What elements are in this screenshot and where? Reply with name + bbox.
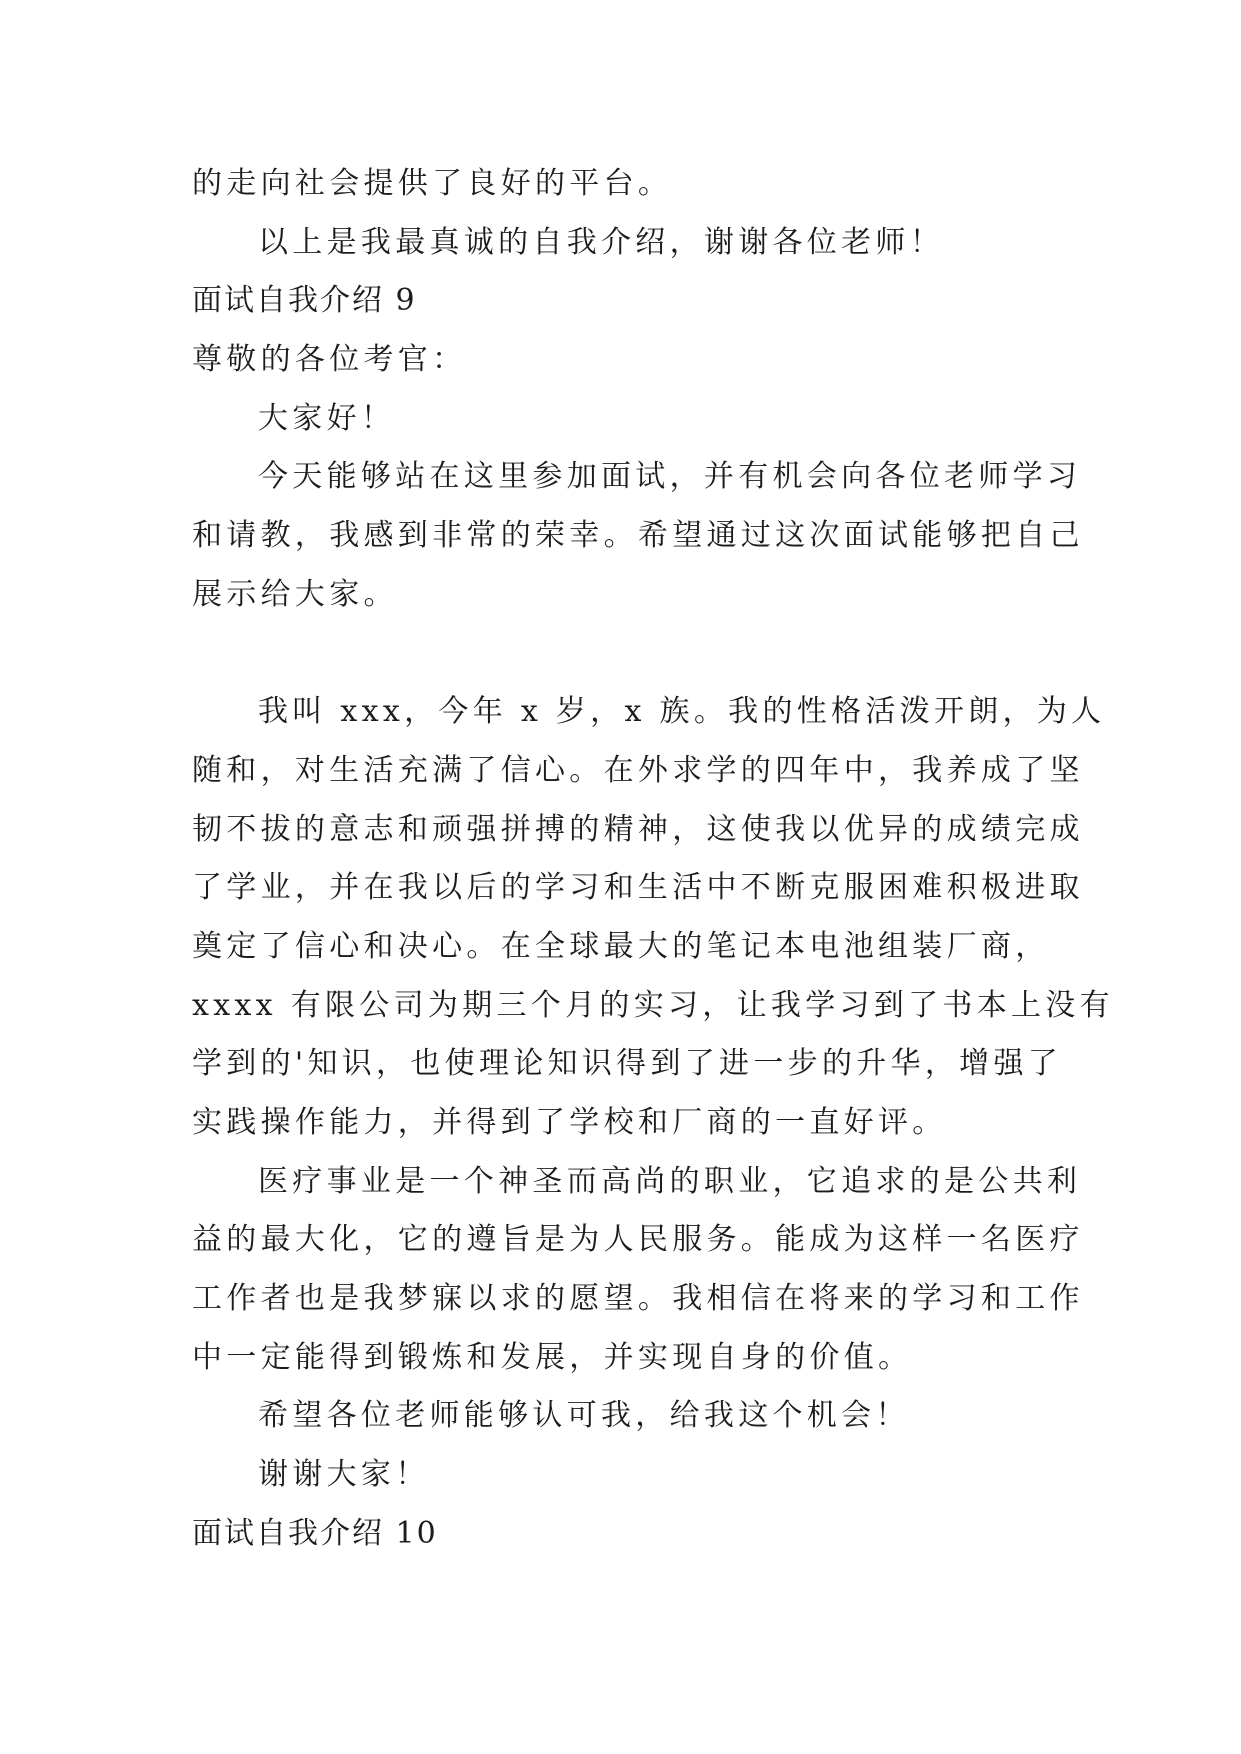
document-body	[192, 155, 1114, 1564]
text-line: 学到的'知识，也使理论知识得到了进一步的升华，增强了	[192, 1046, 1063, 1082]
text-line: 益的最大化，它的遵旨是为人民服务。能成为这样一名医疗	[192, 1222, 1084, 1258]
text-line: 展示给大家。	[192, 576, 398, 612]
blank-line	[192, 625, 1058, 684]
text-line: 了学业，并在我以后的学习和生活中不断克服困难积极进取	[192, 870, 1084, 906]
text-line: 实践操作能力，并得到了学校和厂商的一直好评。	[192, 1105, 947, 1140]
text-line: 希望各位老师能够认可我，给我这个机会！	[258, 1398, 910, 1434]
text-line: 医疗事业是一个神圣而高尚的职业，它追求的是公共利	[258, 1163, 1082, 1199]
text-line: 今天能够站在这里参加面试，并有机会向各位老师学习	[258, 459, 1082, 495]
text-line: 奠定了信心和决心。在全球最大的笔记本电池组装厂商，	[192, 928, 1050, 964]
text-line: 中一定能得到锻炼和发展，并实现自身的价值。	[192, 1339, 913, 1375]
section-heading: 面试自我介绍 9	[192, 283, 417, 319]
text-line: 以上是我最真诚的自我介绍，谢谢各位老师！	[258, 224, 944, 260]
text-line: xxxx 有限公司为期三个月的实习，让我学习到了书本上没有	[192, 987, 1114, 1023]
text-line: 尊敬的各位考官：	[192, 342, 467, 378]
text-line: 韧不拔的意志和顽强拼搏的精神，这使我以优异的成绩完成	[192, 811, 1084, 847]
text-line: 的走向社会提供了良好的平台。	[192, 166, 673, 201]
text-line: 工作者也是我梦寐以求的愿望。我相信在将来的学习和工作	[192, 1281, 1084, 1317]
text-line: 大家好！	[258, 400, 396, 436]
text-line: 我叫 xxx，今年 x 岁，x 族。我的性格活泼开朗，为人	[258, 694, 1106, 730]
text-line: 谢谢大家！	[258, 1457, 430, 1493]
text-line: 和请教，我感到非常的荣幸。希望通过这次面试能够把自己	[192, 518, 1084, 554]
text-line: 随和，对生活充满了信心。在外求学的四年中，我养成了坚	[192, 752, 1084, 788]
section-heading: 面试自我介绍 10	[192, 1515, 438, 1551]
